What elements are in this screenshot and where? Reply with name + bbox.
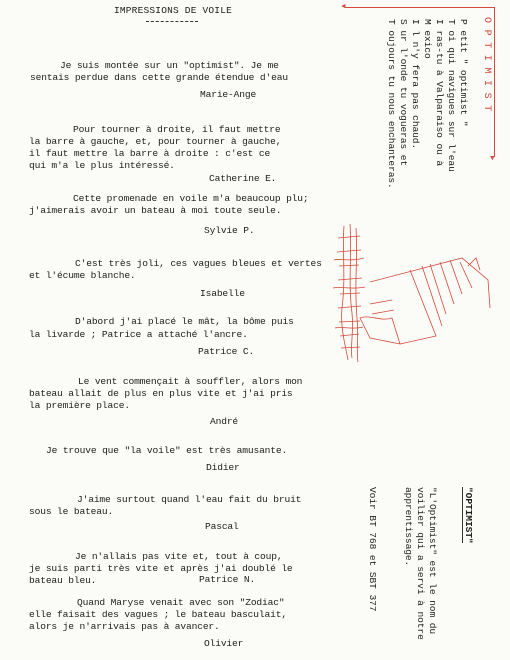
entry-8-line-2: sous le bateau. xyxy=(29,506,114,517)
note-reference: Voir BT 768 et SBT 377 xyxy=(367,487,378,612)
entry-2-line-3: il faut mettre la barre à droite : c'est ce xyxy=(29,148,271,159)
entry-8-line-1: J'aime surtout quand l'eau fait du bruit xyxy=(77,494,302,505)
entry-10-line-2: elle faisait des vagues ; le bateau basculait, xyxy=(29,609,287,620)
entry-10-line-1: Quand Maryse venait avec son "Zodiac" xyxy=(77,597,285,608)
entry-4-author: Isabelle xyxy=(200,288,245,299)
entry-4-line-2: et l'écume blanche. xyxy=(29,270,136,281)
poem-line-6: S ur l'onde tu vogueras et xyxy=(398,19,409,167)
entry-2-author: Catherine E. xyxy=(209,173,277,184)
entry-6-author: André xyxy=(210,416,239,427)
entry-9-line-3: bateau bleu. xyxy=(29,575,97,586)
entry-6-line-1: Le vent commençait à souffler, alors mon xyxy=(78,376,303,387)
entry-2-line-4: qui m'a le plus intéressé. xyxy=(29,160,175,171)
poem-frame-right-line xyxy=(494,7,495,157)
entry-7-line-1: Je trouve que "la voile" est très amusante. xyxy=(46,445,288,456)
entry-5-line-1: D'abord j'ai placé le mât, la bôme puis xyxy=(75,316,294,327)
arrow-down-icon: ▾ xyxy=(489,153,496,165)
entry-10-line-3: alors je n'arrivais pas à avancer. xyxy=(29,621,220,632)
entry-9-line-2: je suis parti très vite et après j'ai doublé le xyxy=(29,563,293,574)
poem-line-7: T oujours tu nous enchanteras. xyxy=(386,19,397,189)
sailboat-sketch xyxy=(330,218,502,363)
poem-frame-top-line xyxy=(345,7,495,8)
note-heading: "OPTIMIST" xyxy=(463,487,474,544)
note-line-2: voilier qui a servi à notre xyxy=(415,487,426,640)
entry-3-line-2: j'aimerais avoir un bateau à moi toute seule. xyxy=(29,205,282,216)
poem-line-2: T oi qui navigues sur l'eau xyxy=(446,19,457,172)
poem-line-5: I l n'y fera pas chaud. xyxy=(410,19,421,150)
poem-line-4: M exico xyxy=(422,19,433,59)
entry-8-author: Pascal xyxy=(205,521,239,532)
poem-line-3: I ras-tu à Valparaiso ou à xyxy=(434,19,445,167)
note-heading-underline xyxy=(462,487,463,543)
entry-5-line-2: la livarde ; Patrice a attaché l'ancre. xyxy=(29,329,248,340)
note-line-1: "L'Optimist" est le nom du xyxy=(427,487,438,635)
title-underline xyxy=(146,21,198,22)
note-line-3: apprentissage. xyxy=(403,487,414,567)
entry-3-line-1: Cette promenade en voile m'a beaucoup plu; xyxy=(73,193,309,204)
poem-line-1: P etit " optimist " xyxy=(458,19,469,127)
entry-5-author: Patrice C. xyxy=(198,346,255,357)
entry-4-line-1: C'est très joli, ces vagues bleues et vertes xyxy=(75,258,322,269)
entry-2-line-2: la barre à gauche, et, pour tourner à gauche, xyxy=(29,136,282,147)
entry-1-author: Marie-Ange xyxy=(200,89,257,100)
entry-9-author: Patrice N. xyxy=(199,574,256,585)
entry-2-line-1: Pour tourner à droite, il faut mettre xyxy=(73,124,281,135)
entry-3-author: Sylvie P. xyxy=(204,225,255,236)
entry-7-author: Didier xyxy=(206,462,240,473)
entry-9-line-1: Je n'allais pas vite et, tout à coup, xyxy=(75,551,283,562)
entry-6-line-2: bateau allait de plus en plus vite et j'ai pris xyxy=(29,388,293,399)
page-title: IMPRESSIONS DE VOILE xyxy=(113,5,233,16)
entry-1-line-2: sentais perdue dans cette grande étendue d'eau xyxy=(30,72,288,83)
entry-6-line-3: la première place. xyxy=(29,400,130,411)
poem-title: O P T I M I S T xyxy=(481,17,492,112)
entry-1-line-1: Je suis montée sur un "optimist". Je me xyxy=(60,60,279,71)
arrow-left-icon: ◂ xyxy=(340,1,347,13)
entry-10-author: Olivier xyxy=(204,638,244,649)
